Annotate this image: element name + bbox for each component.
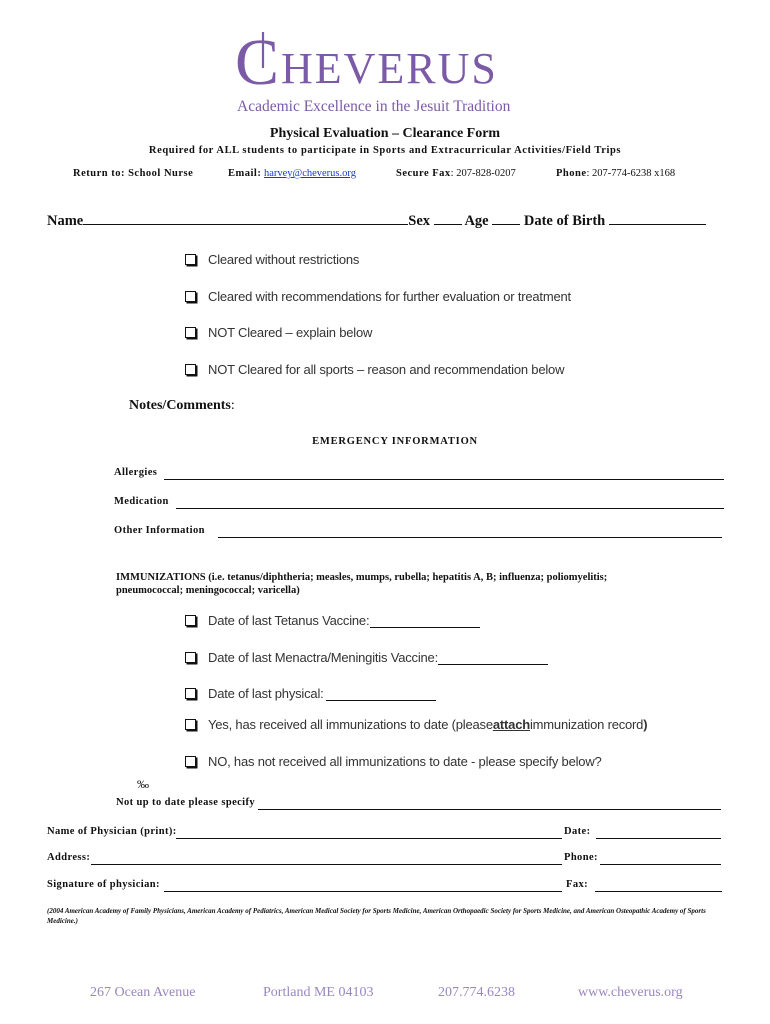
option-not-cleared-all-sports[interactable]: NOT Cleared for all sports – reason and recommendation below	[185, 362, 564, 377]
option-tetanus-date[interactable]: Date of last Tetanus Vaccine:	[185, 613, 369, 628]
physician-phone-label: Phone:	[564, 852, 598, 863]
checkbox[interactable]	[185, 615, 196, 626]
svg-text:HEVERUS: HEVERUS	[281, 44, 498, 93]
email-info: Email: harvey@cheverus.org	[228, 168, 356, 179]
cheverus-logo-graphic	[235, 22, 535, 117]
physical-date-field[interactable]	[326, 700, 436, 701]
checkbox[interactable]	[185, 756, 196, 767]
notes-label: Notes/Comments:	[129, 398, 235, 413]
form-title: Physical Evaluation – Clearance Form	[269, 126, 501, 141]
footer-phone: 207.774.6238	[438, 985, 515, 1000]
cheverus-logo	[235, 22, 535, 117]
age-label: Age	[464, 213, 489, 229]
footer-website[interactable]: www.cheverus.org	[578, 985, 683, 1000]
permil-mark: ‰	[137, 777, 149, 791]
physician-date-field[interactable]	[596, 838, 721, 839]
option-cleared-with-recommendations[interactable]: Cleared with recommendations for further evaluation or treatment	[185, 289, 571, 304]
physician-date-label: Date:	[564, 826, 591, 837]
age-field[interactable]	[492, 212, 520, 225]
other-info-field[interactable]	[218, 537, 722, 538]
sex-label: Sex	[408, 213, 430, 229]
option-physical-date[interactable]: Date of last physical:	[185, 686, 324, 701]
dob-label: Date of Birth	[523, 213, 606, 229]
immunizations-text: IMMUNIZATIONS (i.e. tetanus/diphtheria; measles, mumps, rubella; hepatitis A, B; influenza; poliomyelitis; pneumococcal; meningococcal; varicella)	[116, 572, 608, 596]
checkbox[interactable]	[185, 688, 196, 699]
physician-phone-field[interactable]	[600, 864, 721, 865]
logo-tagline: Academic Excellence in the Jesuit Tradition	[237, 98, 511, 115]
patient-info-row	[47, 212, 706, 230]
option-immunizations-no[interactable]: NO, has not received all immunizations to date - please specify below?	[185, 754, 602, 769]
not-up-to-date-field[interactable]	[258, 809, 721, 810]
address-field[interactable]	[91, 864, 562, 865]
citation: (2004 American Academy of Family Physicians, American Academy of Pediatrics, American Medical Society for Sports Medicine, American Orthopaedic Society for Sports Medicine, and American Osteopathic Academy of Sports Medicine.)	[47, 907, 706, 925]
checkbox[interactable]	[185, 254, 196, 265]
svg-text:C: C	[235, 26, 280, 99]
checkbox[interactable]	[185, 327, 196, 338]
physician-name-label: Name of Physician (print):	[47, 826, 177, 837]
allergies-field[interactable]	[164, 479, 724, 480]
signature-field[interactable]	[164, 891, 562, 892]
form-subtitle: Required for ALL students to participate in Sports and Extracurricular Activities/Field Trips	[148, 145, 622, 156]
physician-name-field[interactable]	[176, 838, 562, 839]
other-info-label: Other Information	[114, 525, 205, 536]
emergency-title: EMERGENCY INFORMATION	[312, 436, 478, 447]
physician-fax-field[interactable]	[595, 891, 722, 892]
fax-info: Secure Fax: 207-828-0207	[396, 168, 516, 179]
option-cleared[interactable]: Cleared without restrictions	[185, 252, 359, 267]
medication-field[interactable]	[176, 508, 724, 509]
checkbox[interactable]	[185, 364, 196, 375]
meningitis-date-field[interactable]	[438, 664, 548, 665]
checkbox[interactable]	[185, 291, 196, 302]
checkbox[interactable]	[185, 652, 196, 663]
return-to: Return to: School Nurse	[73, 168, 194, 179]
tetanus-date-field[interactable]	[370, 627, 480, 628]
not-up-to-date-label: Not up to date please specify	[116, 797, 256, 808]
attach-link[interactable]: attach	[492, 717, 530, 732]
medication-label: Medication	[114, 496, 169, 507]
sex-field[interactable]	[434, 212, 462, 225]
footer-city: Portland ME 04103	[263, 985, 374, 1000]
allergies-label: Allergies	[114, 467, 158, 478]
dob-field[interactable]	[609, 212, 706, 225]
footer-address: 267 Ocean Avenue	[90, 985, 196, 1000]
checkbox[interactable]	[185, 719, 196, 730]
option-not-cleared[interactable]: NOT Cleared – explain below	[185, 325, 372, 340]
option-meningitis-date[interactable]: Date of last Menactra/Meningitis Vaccine:	[185, 650, 438, 665]
name-label: Name	[47, 213, 84, 229]
name-field[interactable]	[83, 212, 408, 225]
physician-fax-label: Fax:	[566, 879, 589, 890]
option-immunizations-yes[interactable]: Yes, has received all immunizations to date (pleaseattachimmunization record)	[185, 717, 647, 732]
address-label: Address:	[47, 852, 91, 863]
signature-label: Signature of physician:	[47, 879, 160, 890]
email-link[interactable]: harvey@cheverus.org	[263, 168, 356, 179]
phone-info: Phone: 207-774-6238 x168	[556, 168, 676, 179]
